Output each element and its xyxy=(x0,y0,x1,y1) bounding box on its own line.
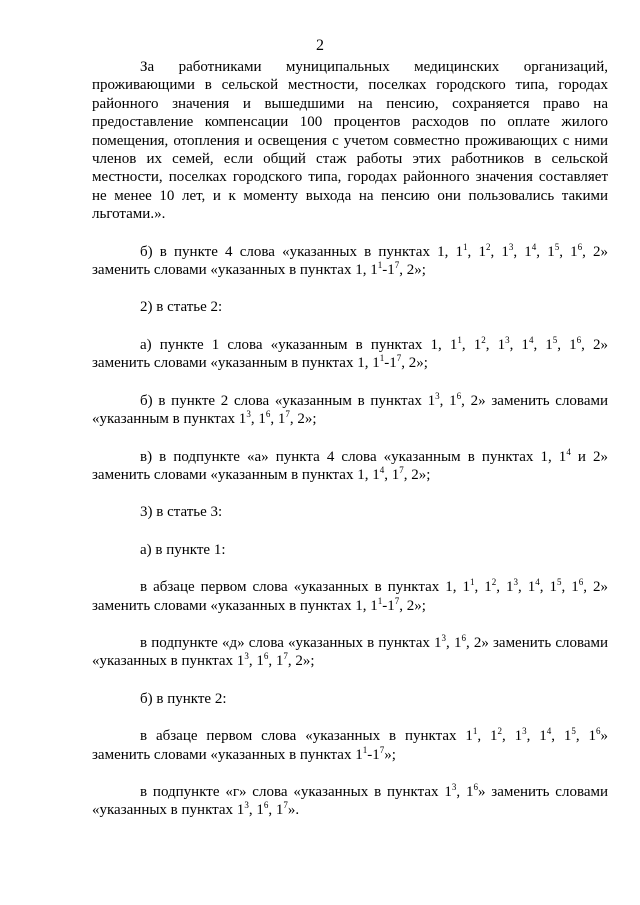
superscript-index: 6 xyxy=(265,409,271,420)
page-number: 2 xyxy=(316,37,324,54)
superscript-index: 7 xyxy=(399,464,404,475)
superscript-index: 4 xyxy=(566,446,571,457)
superscript-index: 6 xyxy=(473,781,478,792)
paragraph-b-punkt-2: б) в пункте 2 слова «указанным в пунктах $1^3$, $1^6$, 2» заменить словами «указанным в пунктах $1^3$, $1^6$, $1^7$, 2»; xyxy=(92,390,608,428)
superscript-index: 7 xyxy=(379,744,385,755)
superscript-index: 1 xyxy=(377,595,383,606)
paragraph-a-v-punkte-1: а) в пункте 1: xyxy=(140,541,226,558)
superscript-index: 6 xyxy=(576,334,582,345)
paragraph-podpunkt-d: в подпункте «д» слова «указанных в пунктах $1^3$, $1^6$, 2» заменить словами «указанных в пунктах $1^3$, $1^6$, $1^7$, 2»; xyxy=(92,632,609,670)
paragraph-a-punkt-1: а) пункте 1 слова «указанным в пунктах 1, $1^1$, $1^2$, $1^3$, $1^4$, $1^5$, $1^6$, 2» заменить словами «указанным в пунктах 1, $1^1-1^7$, 2»; xyxy=(92,334,609,372)
superscript-index: 2 xyxy=(497,726,502,737)
superscript-index: 7 xyxy=(394,595,400,606)
superscript-index: 6 xyxy=(596,726,601,737)
paragraph-statya-3: 3) в статье 3: xyxy=(140,504,223,521)
paragraph-statya-2: 2) в статье 2: xyxy=(140,299,223,316)
superscript-index: 7 xyxy=(396,353,402,364)
superscript-index: 1 xyxy=(470,577,475,588)
superscript-index: 3 xyxy=(435,390,440,401)
paragraph-b-punkt-4: б) в пункте 4 слова «указанных в пунктах 1, $1^1$, $1^2$, $1^3$, $1^4$, $1^5$, $1^6$, 2» заменить словами «указанных в пунктах 1, $1^1-1^7$, 2»; xyxy=(92,241,609,279)
superscript-index: 2 xyxy=(485,241,491,252)
superscript-index: 6 xyxy=(578,577,584,588)
superscript-index: 1 xyxy=(362,744,368,755)
superscript-index: 3 xyxy=(441,632,447,643)
superscript-index: 3 xyxy=(522,726,527,737)
paragraph-abzac-pervom-1: в абзаце первом слова «указанных в пунктах 1, $1^1$, $1^2$, $1^3$, $1^4$, $1^5$, $1^6$, 2» заменить словами «указанных в пунктах 1, $1^1-1^7$, 2»; xyxy=(92,577,608,614)
superscript-index: 3 xyxy=(451,781,457,792)
superscript-index: 5 xyxy=(552,334,558,345)
superscript-index: 7 xyxy=(283,651,288,662)
superscript-index: 4 xyxy=(531,241,537,252)
superscript-index: 4 xyxy=(546,726,552,737)
paragraph-b-v-punkte-2: б) в пункте 2: xyxy=(140,690,227,707)
superscript-index: 2 xyxy=(481,334,486,345)
superscript-index: 3 xyxy=(505,334,510,345)
paragraph-quote: За работниками муниципальных медицинских организаций, проживающими в сельской местности, поселках городского типа, городах районного значения и вышедшими на пенсию, сохраняется право на предоставление компенсации 100 процентов расходов по оплате жилого помещения, отопления и освещения с учетом совместно проживающих с ними членов их семей, если общий стаж работы этих работников в сельской местности, поселках городского типа, городах районного значения составляет не менее 10 лет, и к моменту выхода на пенсию они пользовались такими льготами.». xyxy=(92,59,608,223)
superscript-index: 1 xyxy=(379,353,385,364)
superscript-index: 6 xyxy=(263,651,269,662)
superscript-index: 3 xyxy=(508,241,514,252)
superscript-index: 7 xyxy=(394,260,400,271)
superscript-index: 5 xyxy=(554,241,560,252)
superscript-index: 4 xyxy=(379,464,385,475)
superscript-index: 5 xyxy=(571,726,576,737)
superscript-index: 1 xyxy=(457,334,462,345)
document-body xyxy=(92,58,608,820)
superscript-index: 6 xyxy=(456,390,462,401)
superscript-index: 1 xyxy=(463,241,468,252)
superscript-index: 3 xyxy=(513,577,518,588)
superscript-index: 1 xyxy=(377,260,383,271)
paragraph-v-podpunkt-a: в) в подпункте «а» пункта 4 слова «указанным в пунктах 1, $1^4$ и 2» заменить словами «указанным в пунктах 1, $1^4$, $1^7$, 2»; xyxy=(92,446,608,483)
superscript-index: 6 xyxy=(461,632,466,643)
superscript-index: 7 xyxy=(285,409,290,420)
superscript-index: 2 xyxy=(491,577,497,588)
superscript-index: 3 xyxy=(244,800,249,811)
superscript-index: 6 xyxy=(263,800,269,811)
superscript-index: 3 xyxy=(246,409,251,420)
superscript-index: 6 xyxy=(577,241,583,252)
paragraph-podpunkt-g: в подпункте «г» слова «указанных в пунктах $1^3$, $1^6$» заменить словами «указанных в пунктах $1^3$, $1^6$, $1^7$». xyxy=(92,781,609,819)
superscript-index: 5 xyxy=(557,577,562,588)
superscript-index: 4 xyxy=(535,577,540,588)
superscript-index: 4 xyxy=(528,334,534,345)
superscript-index: 7 xyxy=(283,800,288,811)
superscript-index: 1 xyxy=(472,726,478,737)
superscript-index: 3 xyxy=(244,651,249,662)
paragraph-abzac-pervom-2: в абзаце первом слова «указанных в пунктах $1^1$, $1^2$, $1^3$, $1^4$, $1^5$, $1^6$» заменить словами «указанных в пунктах $1^1-1^7$»; xyxy=(92,726,608,763)
